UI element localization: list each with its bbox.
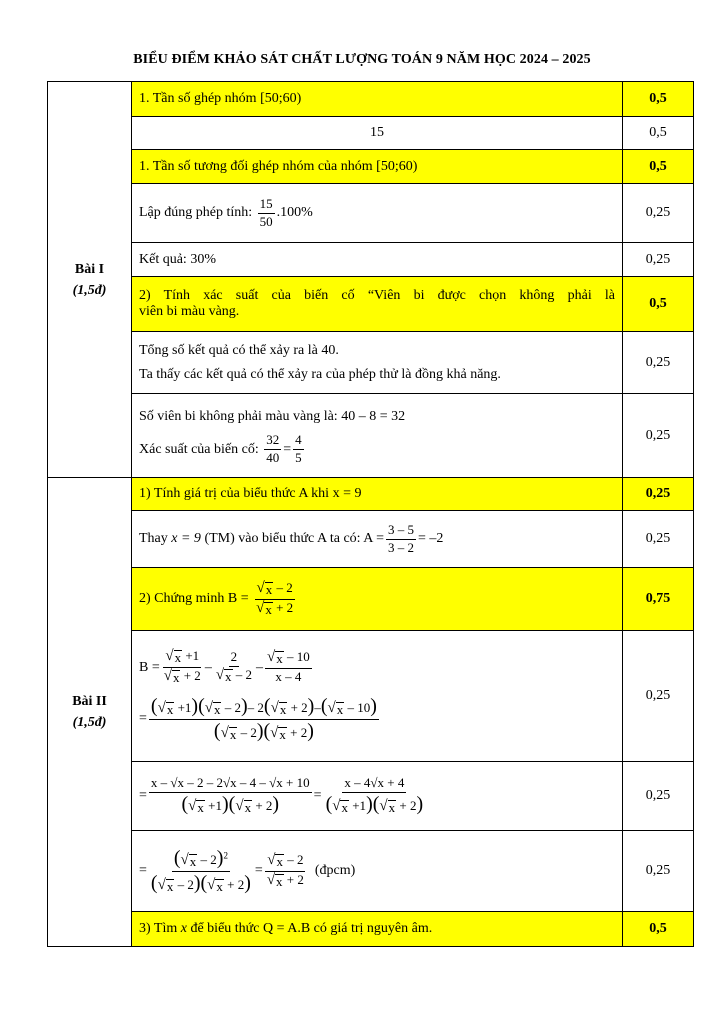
fraction-numerator: – 2 [276, 579, 293, 595]
bai2-r5-content: = x – √x – 2 – 2√x – 4 – √x + 10 ( √ x +1)( √ x + 2) = x – 4√x + 4 ( √ x +1)( √ x + 2) [132, 762, 623, 831]
table-row [48, 478, 694, 511]
table-row [48, 912, 694, 947]
bai2-r4-content: B = √ x +1 √ x + 2 – 2 √ x – 2 – √ x – 10 x – 4 = ( √ x +1)( √ x – 2)– 2( √ x + 2)–( √ x – 10) ( √ x – 2)( √ x + 2) [132, 631, 623, 762]
fraction-numerator: 2 [229, 650, 240, 667]
fraction-denominator: x – 4 [275, 669, 302, 685]
page-title: BIỂU ĐIỂM KHẢO SÁT CHẤT LƯỢNG TOÁN 9 NĂM HỌC 2024 – 2025 [133, 52, 591, 67]
table-row [48, 184, 694, 243]
fraction: √ x +1 √ x + 2 [163, 648, 201, 686]
bai1-points: (1,5đ) [72, 282, 107, 298]
fraction: x – √x – 2 – 2√x – 4 – √x + 10 ( √ x +1)( √ x + 2) [150, 775, 310, 815]
bai2-r2-t3: (TM) vào biểu thức A ta có: A = [204, 531, 385, 546]
fraction-denominator: 3 – 2 [388, 539, 415, 555]
bai1-r4-suffix: .100% [276, 205, 313, 220]
fraction-denominator: 40 [266, 450, 280, 465]
fraction-denominator: + 2 [276, 599, 294, 615]
table-row [48, 762, 694, 831]
bai1-r8-prefix: Xác suất của biến cố: [139, 441, 259, 457]
table-row [48, 332, 694, 394]
bai1-r7-content [132, 332, 623, 394]
table-row [48, 394, 694, 478]
table-row [48, 117, 694, 150]
bai1-r2-text: 15 [132, 117, 623, 150]
table-row [48, 511, 694, 568]
bai1-r7-line1: Tổng số kết quả có thể xảy ra là 40. [139, 342, 339, 358]
table-row [48, 277, 694, 332]
bai1-r3-score: 0,5 [623, 150, 694, 184]
bai1-r4-score: 0,25 [623, 184, 694, 243]
fraction: √ x – 2 √ x + 2 [256, 579, 294, 617]
table-row [48, 243, 694, 277]
bai1-r4-content [132, 184, 623, 243]
bai1-r6-score: 0,5 [623, 277, 694, 332]
bai2-r6-note: (đpcm) [314, 863, 356, 878]
bai2-r2-content [132, 511, 623, 568]
bai1-r8-line1: Số viên bi không phải màu vàng là: 40 – 8 = 32 [139, 409, 406, 425]
bai1-r7-score: 0,25 [623, 332, 694, 394]
fraction-numerator: 32 [264, 433, 281, 450]
fraction-denominator: – 2 [235, 667, 253, 683]
bai1-r2-score: 0,5 [623, 117, 694, 150]
fraction-numerator: +1 [185, 648, 200, 664]
bai2-r7-t2: để biểu thức Q = A.B có giá trị nguyên âm. [190, 921, 433, 936]
bai2-cell [48, 478, 132, 947]
fraction: x – 4√x + 4 ( √ x +1)( √ x + 2) [325, 775, 424, 815]
fraction [258, 197, 275, 230]
bai2-r6-score: 0,25 [623, 831, 694, 912]
bai2-r5-score: 0,25 [623, 762, 694, 831]
table-row [48, 150, 694, 184]
bai2-r6-content: = ( √ x – 2)$^2$ ( √ x – 2)( √ x + 2) = √ x – 2 √ x + 2 (đpcm) [132, 831, 623, 912]
fraction-denominator: 50 [259, 213, 273, 229]
bai2-r3-content [132, 568, 623, 631]
bai1-r8-score: 0,25 [623, 394, 694, 478]
fraction-numerator: x – 4√x + 4 [342, 776, 406, 793]
fraction: 2 √ x – 2 [215, 649, 253, 685]
table-row [48, 82, 694, 117]
bai1-r5-score: 0,25 [623, 243, 694, 277]
bai2-r1-score: 0,25 [623, 478, 694, 511]
bai1-r6-line1: 2) Tính xác suất của biến cố “Viên bi được chọn không phải là [139, 288, 615, 303]
bai2-r6-eq: = [139, 863, 147, 878]
table-row [48, 831, 694, 912]
bai2-r5-eq: = [139, 788, 147, 803]
bai1-cell [48, 82, 132, 478]
fraction: √ x – 10 x – 4 [267, 649, 310, 685]
bai1-r4-prefix: Lập đúng phép tính: [139, 205, 253, 220]
fraction-numerator: 3 – 5 [386, 523, 416, 540]
bai2-r7-t1: 3) Tìm [139, 921, 178, 936]
bai1-r3-text: 1. Tần số tương đối ghép nhóm của nhóm [50;60) [132, 150, 623, 184]
bai2-r2-t1: Thay [139, 531, 168, 546]
fraction-numerator: – 10 [287, 649, 310, 665]
bai1-r7-line2: Ta thấy các kết quả có thể xảy ra của phép thử là đồng khả năng. [139, 366, 501, 382]
bai1-r8-content: Số viên bi không phải màu vàng là: 40 – 8 = 32 Xác suất của biến cố: $\frac{32}{40}$ = $\frac{4}{5}$ [132, 394, 623, 478]
fraction [386, 523, 416, 556]
bai1-name: Bài I [74, 261, 105, 277]
bai2-r2-t2: = 9 [180, 531, 201, 546]
bai1-r1-text: 1. Tần số ghép nhóm [50;60) [132, 82, 623, 117]
bai1-r6-content [132, 277, 623, 332]
fraction-denominator: 5 [295, 450, 302, 465]
bai2-r3-score: 0,75 [623, 568, 694, 631]
bai2-r2-score: 0,25 [623, 511, 694, 568]
fraction: √ x – 2 √ x + 2 [266, 851, 304, 889]
variable-x: x [171, 531, 178, 546]
bai1-r1-score: 0,5 [623, 82, 694, 117]
fraction-numerator: x – √x – 2 – 2√x – 4 – √x + 10 [149, 776, 312, 793]
bai1-r5-text: Kết quả: 30% [132, 243, 623, 277]
bai2-r7-content [132, 912, 623, 947]
bai2-r2-result: = –2 [418, 531, 444, 546]
table-row [48, 568, 694, 631]
bai2-name: Bài II [72, 694, 107, 709]
table-row [48, 631, 694, 762]
fraction-denominator: + 2 [183, 668, 201, 684]
fraction-numerator: 15 [258, 197, 275, 214]
bai2-r4-lhs: B = [139, 659, 160, 675]
fraction [293, 433, 304, 466]
bai2-r1-text: 1) Tính giá trị của biểu thức A khi x = 9 [132, 478, 623, 511]
variable-x: x [180, 921, 187, 936]
grading-table [47, 81, 694, 947]
fraction [264, 433, 281, 466]
bai1-r6-line2: viên bi màu vàng. [139, 304, 240, 319]
fraction: ( √ x +1)( √ x – 2)– 2( √ x + 2)–( √ x – 10) ( √ x – 2)( √ x + 2) [150, 695, 377, 742]
fraction: ( √ x – 2)$^2$ ( √ x – 2)( √ x + 2) [150, 846, 251, 894]
bai2-r3-text: 2) Chứng minh B = [139, 591, 249, 606]
fraction-numerator: 4 [293, 433, 304, 450]
bai2-points: (1,5đ) [72, 715, 107, 730]
bai2-r7-score: 0,5 [623, 912, 694, 947]
bai2-r4-score: 0,25 [623, 631, 694, 762]
